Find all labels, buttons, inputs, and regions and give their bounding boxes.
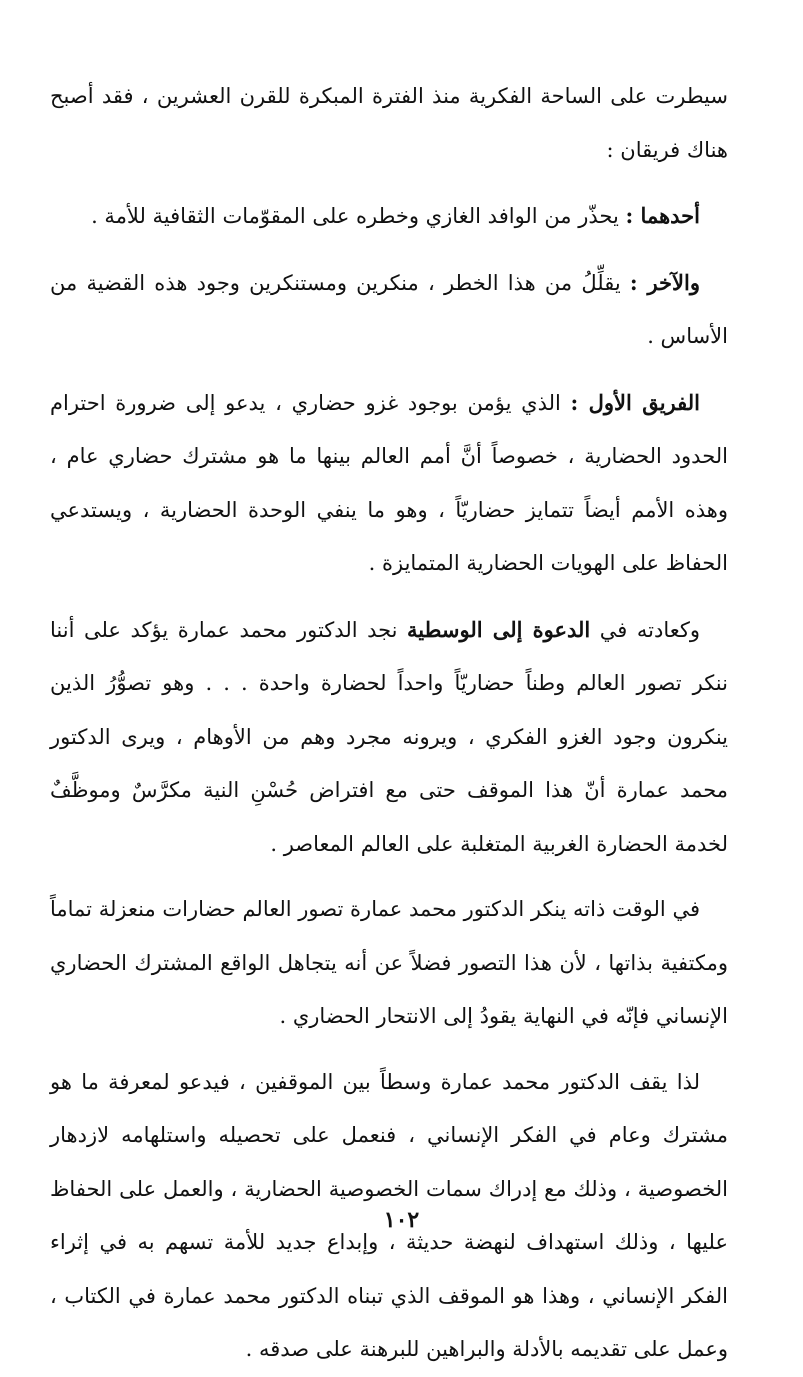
paragraph-first-group — [50, 189, 728, 244]
second-group-lead: والآخر : — [629, 269, 700, 295]
first-team-lead: الفريق الأول : — [570, 389, 701, 415]
moderation-pre: وكعادته في — [590, 617, 700, 642]
paragraph-moderation — [50, 603, 728, 872]
page-number: ١٠٢ — [383, 1207, 420, 1233]
paragraph-intro-text: سيطرت على الساحة الفكرية منذ الفترة المبكرة للقرن العشرين ، فقد أصبح هناك فريقان : — [50, 84, 728, 162]
paragraph-first-team — [50, 376, 728, 591]
conclusion-text: لذا يقف الدكتور محمد عمارة وسطاً بين الموقفين ، فيدعو لمعرفة ما هو مشترك وعام في الفكر الإنساني ، فنعمل على تحصيله واستلهامه لازدهار الخصوصية ، وذلك مع إدراك سمات الخصوصية الحضارية ، والعمل على الحفاظ عليها ، وذلك استهداف لنهضة حديثة ، وإبداع جديد للأمة تسهم به في إثراء الفكر الإنساني ، وهذا هو الموقف الذي تبناه الدكتور محمد عمارة في الكتاب ، وعمل على تقديمه بالأدلة والبراهين للبرهنة على صدقه . — [50, 1069, 728, 1361]
first-group-lead: أحدهما : — [625, 203, 700, 228]
second-group-text: يقلِّلُ من هذا الخطر ، منكرين ومستنكرين وجود هذه القضية من الأساس . — [50, 270, 728, 348]
page-body — [50, 70, 728, 1377]
paragraph-second-group — [50, 256, 728, 364]
paragraph-isolation — [50, 883, 728, 1044]
isolation-text: في الوقت ذاته ينكر الدكتور محمد عمارة تصور العالم حضارات منعزلة تماماً ومكتفية بذاتها ، لأن هذا التصور فضلاً عن أنه يتجاهل الواقع المشترك الحضاري الإنساني فإنّه في النهاية يقودُ إلى الانتحار الحضاري . — [50, 897, 728, 1028]
moderation-lead: الدعوة إلى الوسطية — [407, 616, 591, 642]
moderation-text: نجد الدكتور محمد عمارة يؤكد على أننا ننكر تصور العالم وطناً حضاريّاً واحداً لحضارة واحدة . . . وهو تصوُّرُ الذين ينكرون وجود الغزو الفكري ، ويرونه مجرد وهم من الأوهام ، ويرى الدكتور محمد عمارة أنّ هذا الموقف حتى مع افتراض حُسْنِ النية مكرَّسٌ وموظَّفٌ لخدمة الحضارة الغربية المتغلبة على العالم المعاصر . — [50, 617, 728, 856]
paragraph-intro — [50, 70, 728, 177]
first-group-text: يحذّر من الوافد الغازي وخطره على المقوّمات الثقافية للأمة . — [91, 204, 626, 228]
first-team-text: الذي يؤمن بوجود غزو حضاري ، يدعو إلى ضرورة احترام الحدود الحضارية ، خصوصاً أنَّ أمم العالم بينها ما هو مشترك حضاري عام ، وهذه الأمم أيضاً تتمايز حضاريّاً ، وهو ما ينفي الوحدة الحضارية ، ويستدعي الحفاظ على الهويات الحضارية المتمايزة . — [50, 390, 728, 575]
